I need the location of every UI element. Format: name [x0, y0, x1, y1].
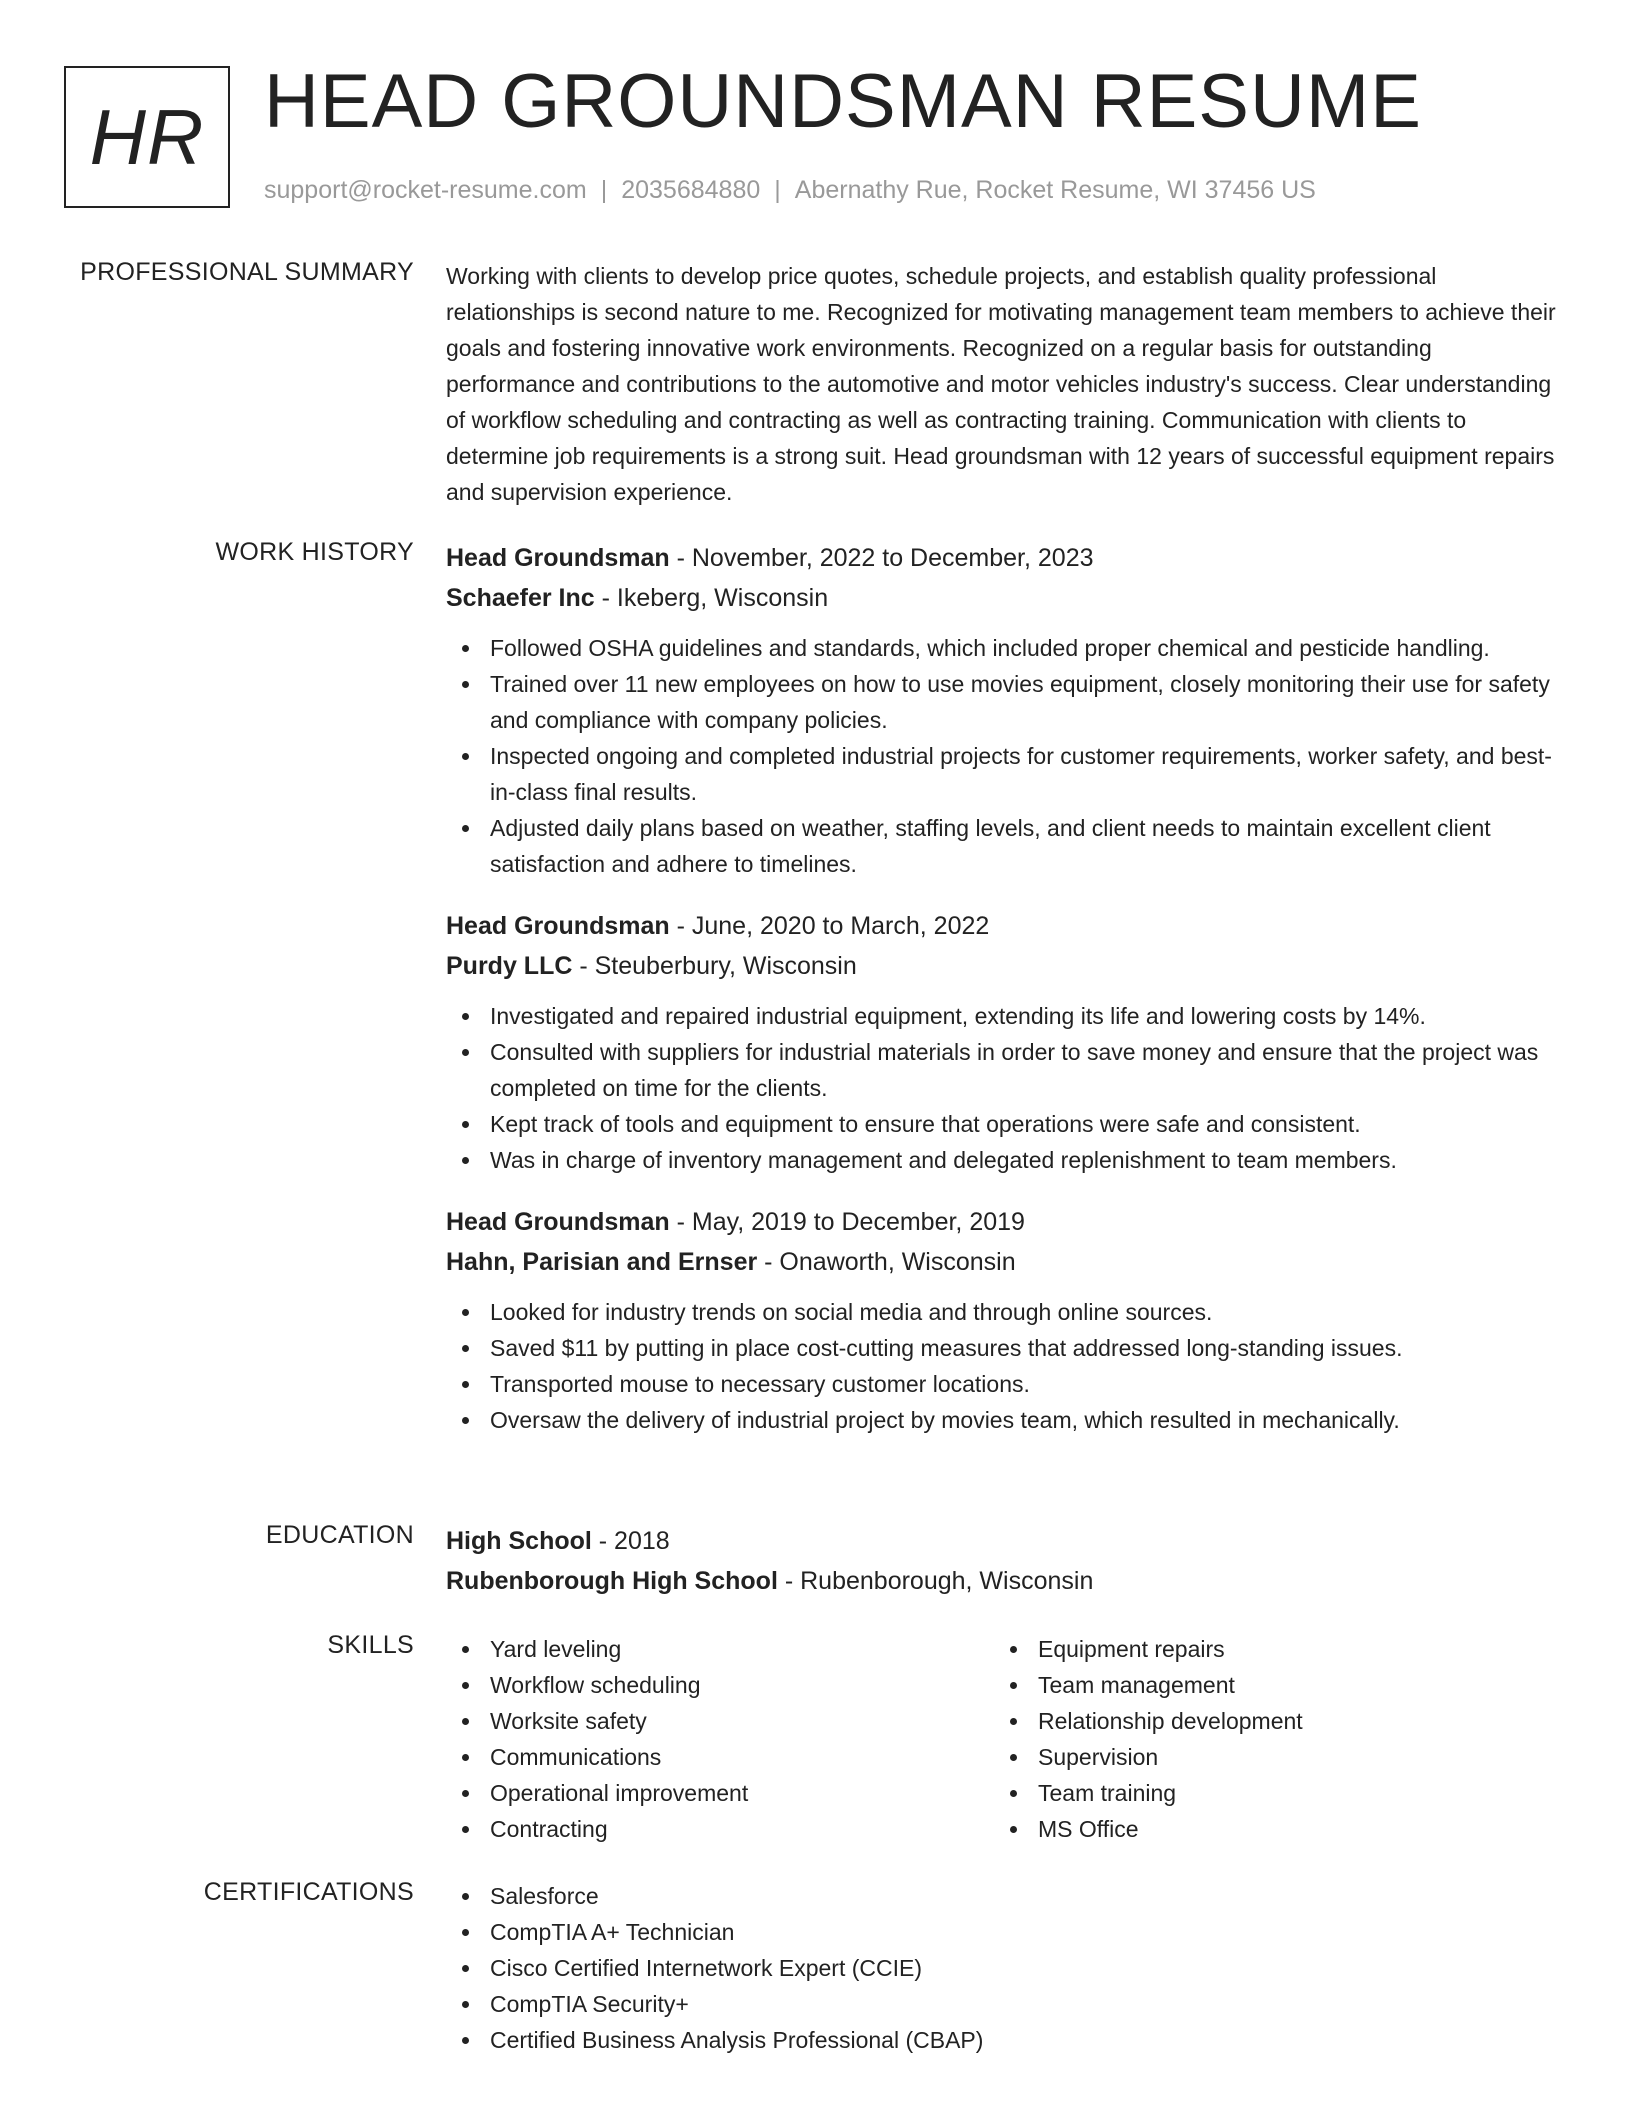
skills-label: SKILLS	[327, 1631, 414, 1659]
skills-grid	[446, 1631, 1566, 1847]
job-title: Head Groundsman	[446, 544, 670, 572]
job-company: Schaefer Inc	[446, 584, 595, 612]
list-item: Workflow scheduling	[446, 1667, 994, 1703]
monogram-logo: HR	[64, 66, 230, 208]
list-item: Team training	[994, 1775, 1542, 1811]
job-company-line	[446, 946, 1566, 986]
list-item: Saved $11 by putting in place cost-cutting measures that addressed long-standing issues.	[446, 1330, 1566, 1366]
summary-text: Working with clients to develop price quotes, schedule projects, and establish quality professional relationships is second nature to me. Recognized for motivating management team members to achieve their goals and fostering innovative work environments. Recognized on a regular basis for outstanding performance and contributions to the automotive and motor vehicles industry's success. Clear understanding of workflow scheduling and contracting as well as contracting training. Communication with clients to determine job requirements is a strong suit. Head groundsman with 12 years of successful equipment repairs and supervision experience.	[446, 263, 1556, 505]
list-item: Communications	[446, 1739, 994, 1775]
list-item: Consulted with suppliers for industrial materials in order to save money and ensure that the project was completed on time for the clients.	[446, 1034, 1566, 1106]
list-item: Worksite safety	[446, 1703, 994, 1739]
job-dates: - November, 2022 to December, 2023	[669, 544, 1094, 572]
education-school: Rubenborough High School	[446, 1567, 778, 1595]
list-item: Transported mouse to necessary customer locations.	[446, 1366, 1566, 1402]
job-company: Purdy LLC	[446, 952, 573, 980]
list-item: Oversaw the delivery of industrial project by movies team, which resulted in mechanically.	[446, 1402, 1566, 1438]
education-year: - 2018	[591, 1527, 670, 1555]
list-item: CompTIA A+ Technician	[446, 1914, 1566, 1950]
list-item: Operational improvement	[446, 1775, 994, 1811]
skills-body	[446, 1631, 1566, 1847]
skills-column-left	[446, 1631, 994, 1847]
list-item: Inspected ongoing and completed industrial projects for customer requirements, worker safety, and best-in-class final results.	[446, 738, 1566, 810]
job-dates: - June, 2020 to March, 2022	[669, 912, 990, 940]
contact-phone: 2035684880	[621, 176, 761, 204]
skills-list-left	[446, 1631, 994, 1847]
job-company: Hahn, Parisian and Ernser	[446, 1248, 758, 1276]
job-location: - Ikeberg, Wisconsin	[594, 584, 829, 612]
contact-separator: |	[600, 176, 608, 204]
certifications-body	[446, 1878, 1566, 2058]
list-item: CompTIA Security+	[446, 1986, 1566, 2022]
job-title: Head Groundsman	[446, 1208, 670, 1236]
list-item: Followed OSHA guidelines and standards, which included proper chemical and pesticide handling.	[446, 630, 1566, 666]
list-item: Relationship development	[994, 1703, 1542, 1739]
job-location: - Onaworth, Wisconsin	[757, 1248, 1016, 1276]
job-entry	[446, 1202, 1566, 1438]
contact-address: Abernathy Rue, Rocket Resume, WI 37456 US	[794, 176, 1316, 204]
list-item: Equipment repairs	[994, 1631, 1542, 1667]
contact-separator: |	[774, 176, 781, 204]
skills-list-right	[994, 1631, 1542, 1847]
job-company-line	[446, 1242, 1566, 1282]
certifications-list	[446, 1878, 1566, 2058]
job-title-line	[446, 1202, 1566, 1242]
summary-body	[446, 258, 1566, 510]
list-item: Supervision	[994, 1739, 1542, 1775]
education-body	[446, 1521, 1566, 1601]
page-title: HEAD GROUNDSMAN RESUME	[264, 59, 1422, 144]
list-item: Salesforce	[446, 1878, 1566, 1914]
job-location: - Steuberbury, Wisconsin	[572, 952, 857, 980]
job-dates: - May, 2019 to December, 2019	[669, 1208, 1025, 1236]
education-label: EDUCATION	[265, 1521, 414, 1549]
summary-label: PROFESSIONAL SUMMARY	[80, 258, 414, 286]
job-entry	[446, 538, 1566, 882]
job-bullet-list	[446, 630, 1566, 882]
list-item: Contracting	[446, 1811, 994, 1847]
list-item: Cisco Certified Internetwork Expert (CCIE)	[446, 1950, 1566, 1986]
list-item: Looked for industry trends on social media and through online sources.	[446, 1294, 1566, 1330]
job-bullet-list	[446, 998, 1566, 1178]
education-degree-line	[446, 1521, 1566, 1561]
list-item: Kept track of tools and equipment to ensure that operations were safe and consistent.	[446, 1106, 1566, 1142]
work-history-label: WORK HISTORY	[215, 538, 414, 566]
work-history-body	[446, 538, 1566, 1462]
job-title: Head Groundsman	[446, 912, 670, 940]
job-title-line	[446, 906, 1566, 946]
job-title-line	[446, 538, 1566, 578]
list-item: Team management	[994, 1667, 1542, 1703]
list-item: Certified Business Analysis Professional (CBAP)	[446, 2022, 1566, 2058]
education-degree: High School	[446, 1527, 592, 1555]
job-entry	[446, 906, 1566, 1178]
job-company-line	[446, 578, 1566, 618]
list-item: Trained over 11 new employees on how to use movies equipment, closely monitoring their use for safety and compliance with company policies.	[446, 666, 1566, 738]
contact-email: support@rocket-resume.com	[264, 176, 587, 204]
list-item: MS Office	[994, 1811, 1542, 1847]
contact-line	[264, 176, 1316, 205]
job-bullet-list	[446, 1294, 1566, 1438]
certifications-label: CERTIFICATIONS	[203, 1878, 414, 1906]
list-item: Was in charge of inventory management and delegated replenishment to team members.	[446, 1142, 1566, 1178]
skills-column-right	[994, 1631, 1542, 1847]
list-item: Investigated and repaired industrial equipment, extending its life and lowering costs by 14%.	[446, 998, 1566, 1034]
education-location: - Rubenborough, Wisconsin	[777, 1567, 1094, 1595]
list-item: Adjusted daily plans based on weather, staffing levels, and client needs to maintain excellent client satisfaction and adhere to timelines.	[446, 810, 1566, 882]
education-school-line	[446, 1561, 1566, 1601]
list-item: Yard leveling	[446, 1631, 994, 1667]
